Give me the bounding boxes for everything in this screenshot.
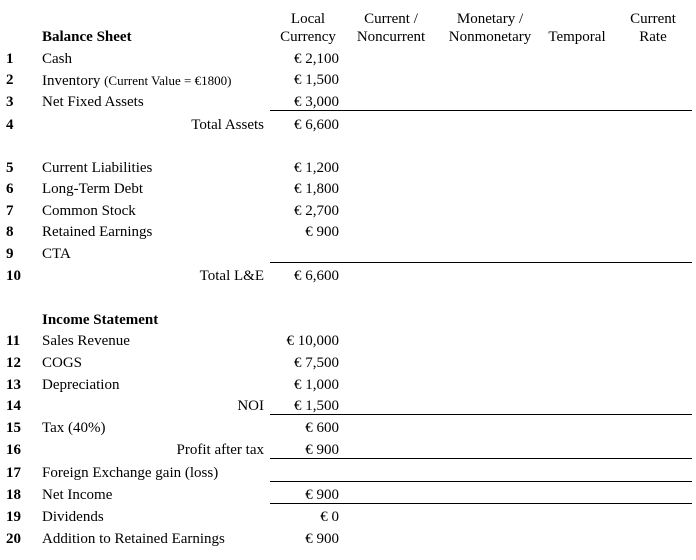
header-current-noncurrent-line1: Current / xyxy=(364,11,418,27)
local-value-cogs: € 7,500 xyxy=(294,355,339,371)
divider-line xyxy=(270,262,692,263)
row-label-current-liabilities: Current Liabilities xyxy=(42,160,153,176)
balance-sheet-title: Balance Sheet xyxy=(42,29,132,45)
divider-line xyxy=(270,481,692,482)
divider-line xyxy=(270,458,692,459)
row-label-fx-gain-loss: Foreign Exchange gain (loss) xyxy=(42,465,219,481)
row-number: 4 xyxy=(6,117,14,133)
row-label-cta: CTA xyxy=(42,246,71,262)
row-number: 11 xyxy=(6,333,21,349)
inventory-note: (Current Value = €1800) xyxy=(104,73,232,88)
row-number: 15 xyxy=(6,420,21,436)
row-number: 9 xyxy=(6,246,14,262)
row-label-inventory xyxy=(42,72,231,90)
row-number: 17 xyxy=(6,465,21,481)
row-number: 14 xyxy=(6,398,21,414)
row-label-retained-earnings: Retained Earnings xyxy=(42,224,153,240)
row-number: 19 xyxy=(6,509,21,525)
local-value-common-stock: € 2,700 xyxy=(294,203,339,219)
divider-line xyxy=(270,503,692,504)
local-value-cash: € 2,100 xyxy=(294,51,339,67)
row-label-total-le: Total L&E xyxy=(199,268,264,284)
local-value-tax: € 600 xyxy=(305,420,339,436)
divider-line xyxy=(270,414,692,415)
row-label-depreciation: Depreciation xyxy=(42,377,120,393)
row-number: 2 xyxy=(6,72,14,88)
row-label-net-fixed-assets: Net Fixed Assets xyxy=(42,94,144,110)
inventory-label: Inventory xyxy=(42,73,101,89)
local-value-net-income: € 900 xyxy=(305,487,339,503)
row-label-dividends: Dividends xyxy=(42,509,104,525)
header-current-noncurrent-line2: Noncurrent xyxy=(356,29,426,45)
row-number: 18 xyxy=(6,487,21,503)
header-local-line1: Local xyxy=(290,11,326,27)
row-number: 5 xyxy=(6,160,14,176)
local-value-total-le: € 6,600 xyxy=(294,268,339,284)
header-local-line2: Currency xyxy=(280,29,336,45)
row-number: 13 xyxy=(6,377,21,393)
row-label-long-term-debt: Long-Term Debt xyxy=(42,181,144,197)
row-label-cogs: COGS xyxy=(42,355,83,371)
row-number: 10 xyxy=(6,268,21,284)
header-current-rate-line2: Rate xyxy=(639,29,667,45)
local-value-retained-earnings: € 900 xyxy=(305,224,339,240)
row-label-profit-after-tax: Profit after tax xyxy=(176,442,264,458)
local-value-sales-revenue: € 10,000 xyxy=(286,333,339,349)
local-value-profit-after-tax: € 900 xyxy=(305,442,339,458)
local-value-addition-to-re: € 900 xyxy=(305,531,339,547)
header-temporal: Temporal xyxy=(548,29,606,45)
row-label-total-assets: Total Assets xyxy=(191,117,264,133)
row-label-net-income: Net Income xyxy=(42,487,113,503)
row-label-addition-to-re: Addition to Retained Earnings xyxy=(42,531,225,547)
row-number: 7 xyxy=(6,203,14,219)
local-value-long-term-debt: € 1,800 xyxy=(294,181,339,197)
local-value-net-fixed-assets: € 3,000 xyxy=(294,94,339,110)
local-value-total-assets: € 6,600 xyxy=(294,117,339,133)
local-value-noi: € 1,500 xyxy=(294,398,339,414)
row-label-sales-revenue: Sales Revenue xyxy=(42,333,130,349)
income-statement-title: Income Statement xyxy=(42,312,159,328)
row-number: 1 xyxy=(6,51,14,67)
header-monetary-line2: Nonmonetary xyxy=(448,29,532,45)
row-number: 20 xyxy=(6,531,21,547)
row-label-noi: NOI xyxy=(237,398,264,414)
header-current-rate-line1: Current xyxy=(630,11,676,27)
divider-line xyxy=(270,110,692,111)
row-number: 3 xyxy=(6,94,14,110)
row-number: 8 xyxy=(6,224,14,240)
header-monetary-line1: Monetary / xyxy=(456,11,524,27)
local-value-depreciation: € 1,000 xyxy=(294,377,339,393)
row-number: 16 xyxy=(6,442,21,458)
row-number: 12 xyxy=(6,355,21,371)
local-value-current-liabilities: € 1,200 xyxy=(294,160,339,176)
local-value-inventory: € 1,500 xyxy=(294,72,339,88)
row-label-common-stock: Common Stock xyxy=(42,203,136,219)
row-number: 6 xyxy=(6,181,14,197)
row-label-tax: Tax (40%) xyxy=(42,420,106,436)
local-value-dividends: € 0 xyxy=(320,509,339,525)
row-label-cash: Cash xyxy=(42,51,72,67)
